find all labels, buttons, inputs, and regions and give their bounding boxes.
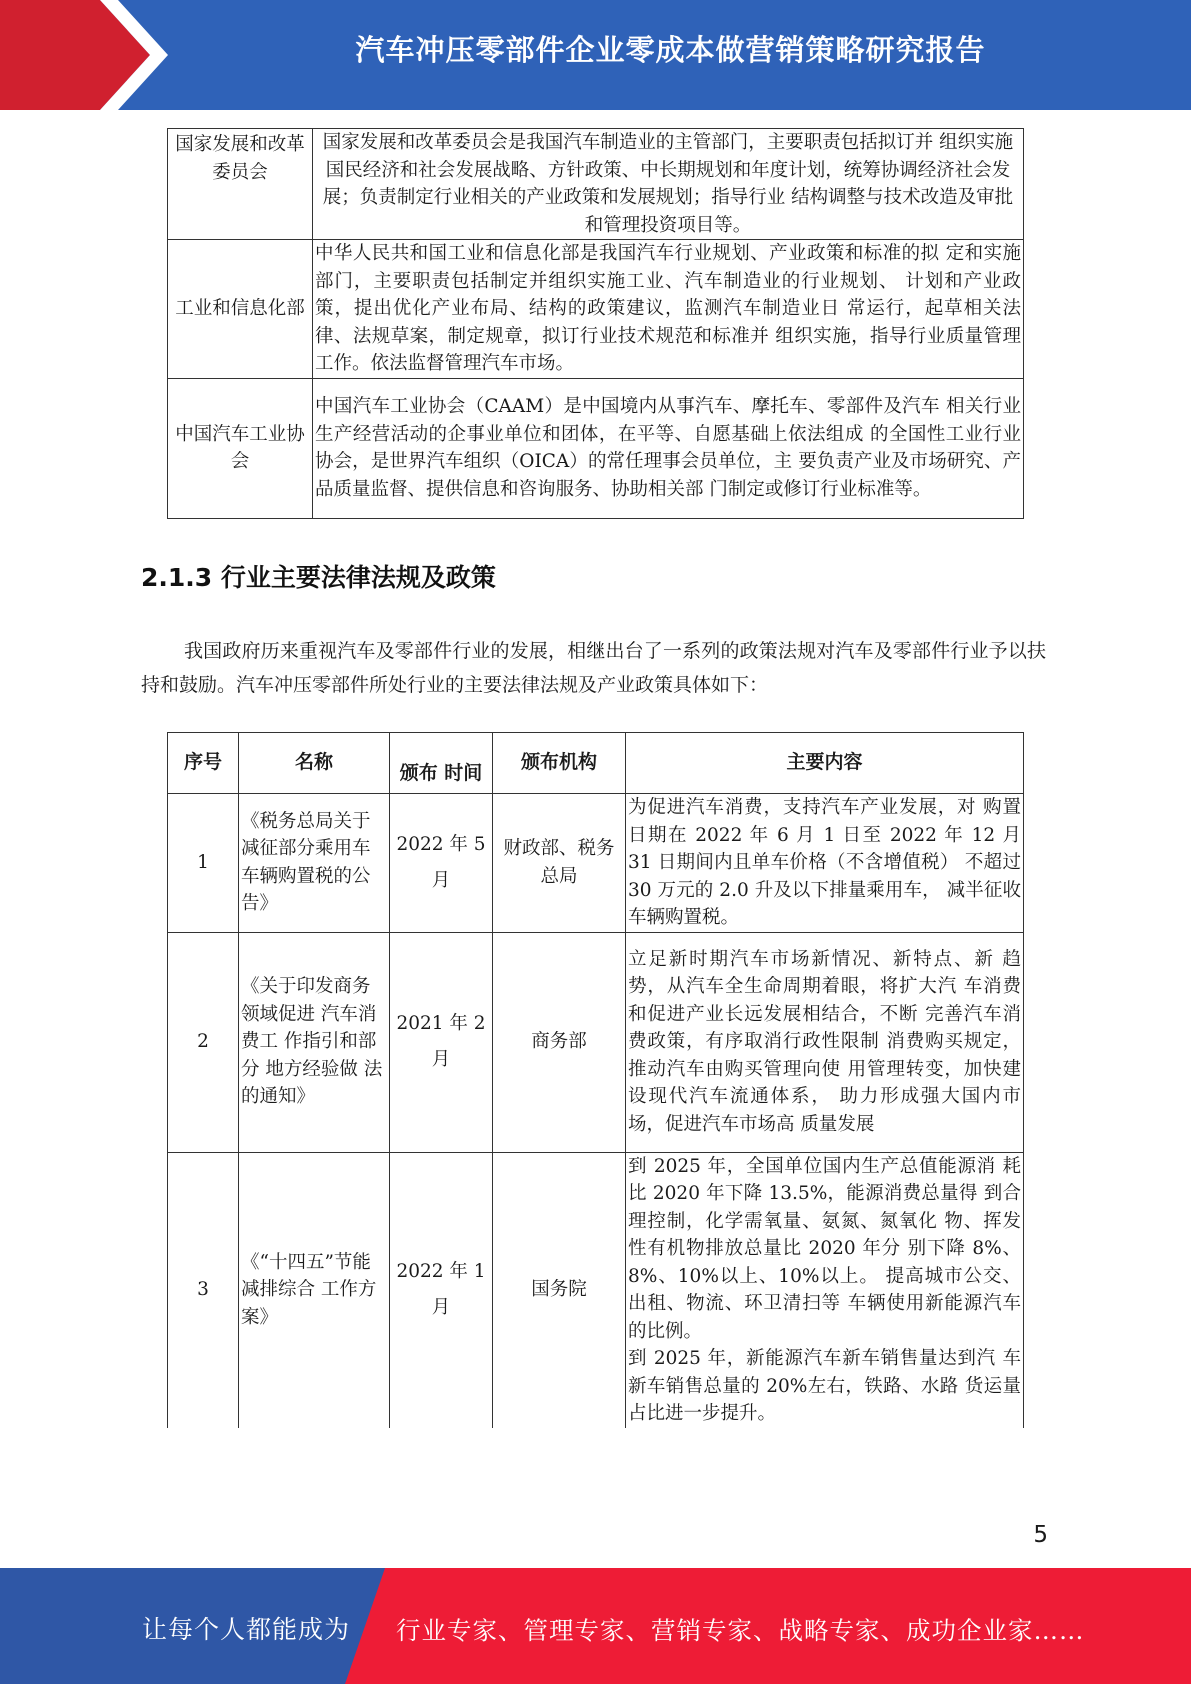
section-paragraph: 我国政府历来重视汽车及零部件行业的发展，相继出台了一系列的政策法规对汽车及零部件行业予以扶持和鼓励。汽车冲压零部件所处行业的主要法律法规及产业政策具体如下： xyxy=(141,640,1046,696)
desc-cell: 国家发展和改革委员会是我国汽车制造业的主管部门，主要职责包括拟订并 组织实施国民经济和社会发展战略、方针政策、中长期规划和年度计划，统筹协调经济社会发展；负责制定行业相关的产业政策和发展规划；指导行业 结构调整与技术改造及审批和管理投资项目等。 xyxy=(313,129,1024,240)
table-row xyxy=(168,932,1024,1152)
table-row xyxy=(168,1152,1024,1428)
row-name: 《关于印发商务领域促进 汽车消费工 作指引和部分 地方经验做 法的通知》 xyxy=(239,932,390,1152)
row-no: 1 xyxy=(168,794,239,933)
row-content-part2: 到 2025 年，新能源汽车新车销售量达到汽 车新车销售总量的 20%左右，铁路、水路 货运量占比进一步提升。 xyxy=(628,1348,1021,1424)
header-name: 名称 xyxy=(239,733,390,794)
desc-cell: 中国汽车工业协会（CAAM）是中国境内从事汽车、摩托车、零部件及汽车 相关行业生产经营活动的企事业单位和团体，在平等、自愿基础上依法组成 的全国性工业行业协会，是世界汽车组织（OICA）的常任理事会员单位，主 要负责产业及市场研究、产品质量监督、提供信息和咨询服务、协助相关部 门制定或修订行业标准等。 xyxy=(313,378,1024,518)
row-content: 立足新时期汽车市场新情况、新特点、新 趋势，从汽车全生命周期着眼，将扩大汽 车消费和促进产业长远发展相结合，不断 完善汽车消费政策，有序取消行政性限制 消费购买规定，推动汽车由购买管理向使 用管理转变，加快建设现代汽车流通体系， 助力形成强大国内市场，促进汽车市场高 质量发展 xyxy=(626,932,1024,1152)
row-content-part1: 到 2025 年，全国单位国内生产总值能源消 耗比 2020 年下降 13.5%，能源消费总量得 到合理控制，化学需氧量、氨氮、氮氧化 物、挥发性有机物排放总量比 2020 年分 别下降 8%、8%、10%以上、10%以上。 提高城市公交、出租、物流、环卫清扫等 车辆使用新能源汽车的比例。 xyxy=(628,1155,1021,1342)
table-row xyxy=(168,129,1024,240)
regulators-table xyxy=(167,128,1024,519)
footer-slogan-left: 让每个人都能成为 xyxy=(142,1615,351,1644)
header-no: 序号 xyxy=(168,733,239,794)
org-cell: 中国汽车工业协会 xyxy=(168,378,313,518)
table-row xyxy=(168,378,1024,518)
page-footer xyxy=(0,1568,1191,1684)
header-org: 颁布机构 xyxy=(493,733,626,794)
row-name: 《税务总局关于减征部分乘用车车辆购置税的公告》 xyxy=(239,794,390,933)
row-time: 2021 年 2 月 xyxy=(390,932,493,1152)
row-org: 国务院 xyxy=(493,1152,626,1428)
table-row xyxy=(168,794,1024,933)
footer-slogan-right: 行业专家、管理专家、营销专家、战略专家、成功企业家…… xyxy=(396,1616,1085,1645)
report-title: 汽车冲压零部件企业零成本做营销策略研究报告 xyxy=(355,33,986,67)
table-row xyxy=(168,240,1024,379)
desc-cell: 中华人民共和国工业和信息化部是我国汽车行业规划、产业政策和标准的拟 定和实施部门，主要职责包括制定并组织实施工业、汽车制造业的行业规划、 计划和产业政策，提出优化产业布局、结构的政策建议，监测汽车制造业日 常运行，起草相关法律、法规草案，制定规章，拟订行业技术规范和标准并 组织实施，指导行业质量管理工作。依法监督管理汽车市场。 xyxy=(313,240,1024,379)
row-time: 2022 年 5 月 xyxy=(390,794,493,933)
row-no: 2 xyxy=(168,932,239,1152)
org-cell: 工业和信息化部 xyxy=(168,240,313,379)
row-time: 2022 年 1 月 xyxy=(390,1152,493,1428)
policies-table xyxy=(167,732,1024,1428)
section-heading: 2.1.3 行业主要法律法规及政策 xyxy=(141,563,496,592)
org-cell: 国家发展和改革委员会 xyxy=(168,129,313,240)
row-name: 《“十四五”节能减排综合 工作方案》 xyxy=(239,1152,390,1428)
header-time: 颁布 时间 xyxy=(390,733,493,794)
row-org: 财政部、税务总局 xyxy=(493,794,626,933)
row-org: 商务部 xyxy=(493,932,626,1152)
row-content xyxy=(626,1152,1024,1428)
table-header-row xyxy=(168,733,1024,794)
row-no: 3 xyxy=(168,1152,239,1428)
row-content: 为促进汽车消费，支持汽车产业发展，对 购置日期在 2022 年 6 月 1 日至 2022 年 12 月 31 日期间内且单车价格（不含增值税） 不超过 30 万元的 2.0 升及以下排量乘用车， 减半征收车辆购置税。 xyxy=(626,794,1024,933)
header-content: 主要内容 xyxy=(626,733,1024,794)
page-header xyxy=(0,0,1191,110)
page-number: 5 xyxy=(1033,1522,1048,1548)
